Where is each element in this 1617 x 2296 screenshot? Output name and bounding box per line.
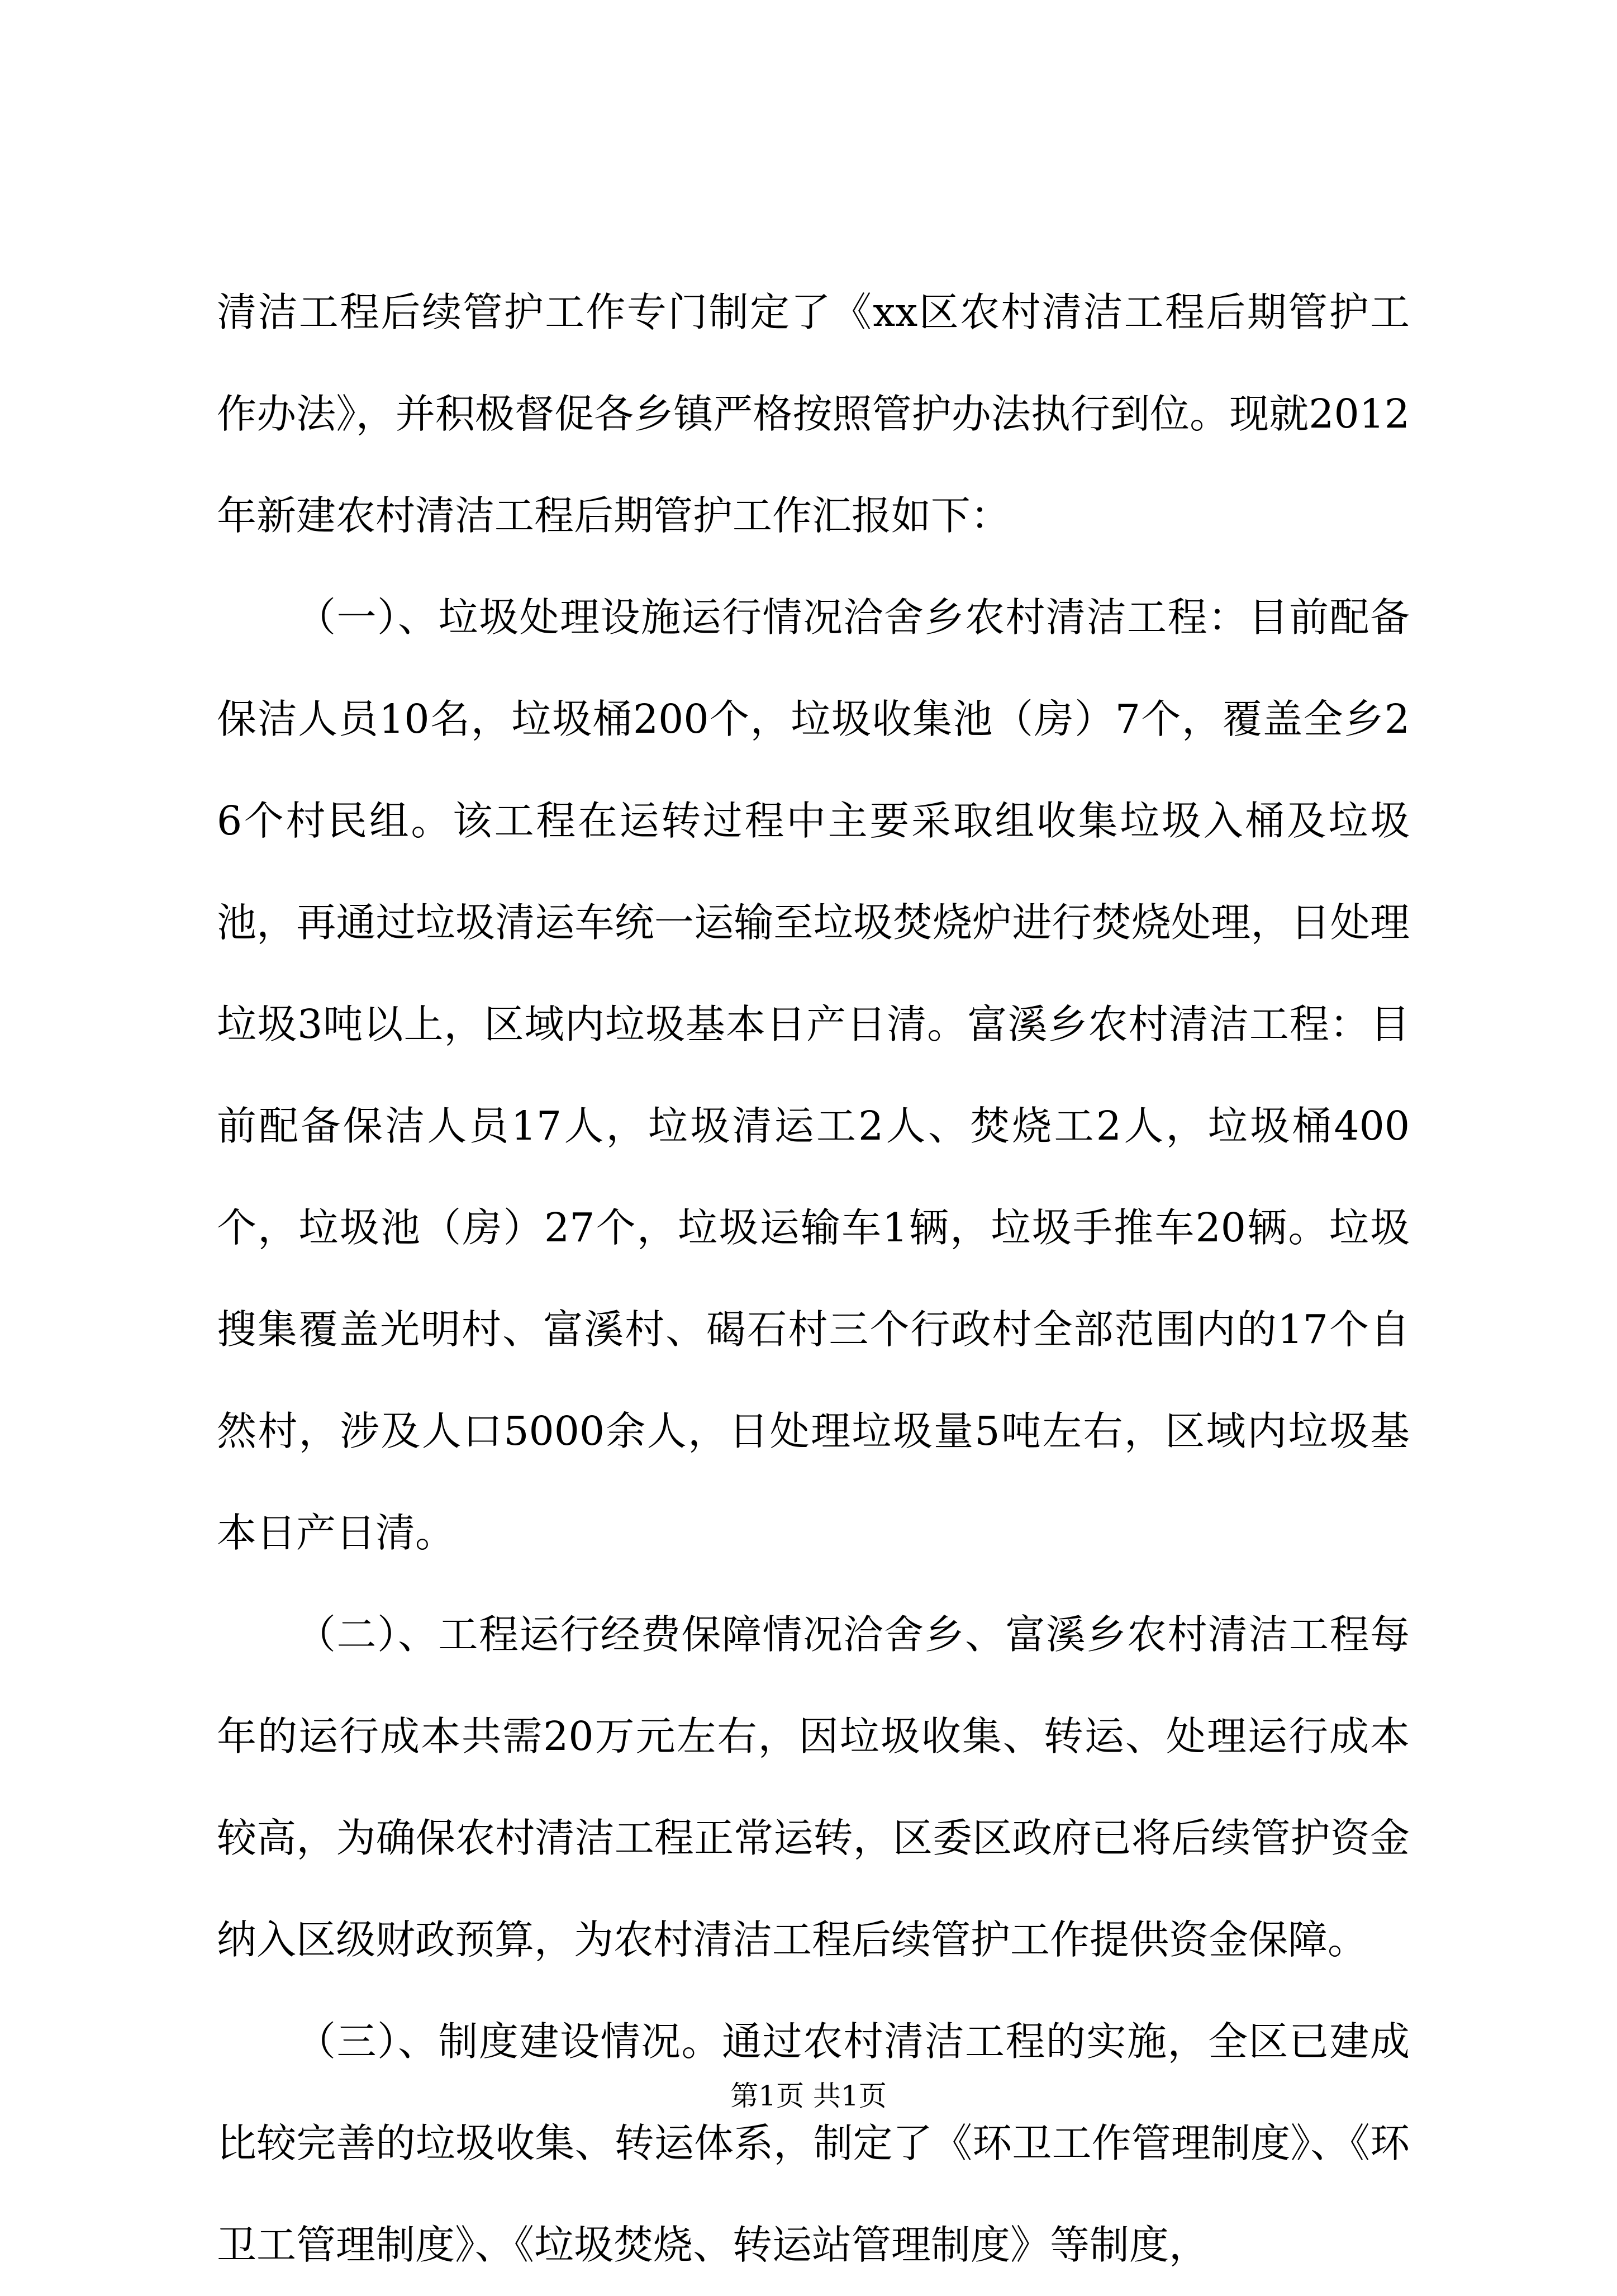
paragraph-section-2: （二）、工程运行经费保障情况洽舍乡、富溪乡农村清洁工程每年的运行成本共需20万元左右，因垃圾收集、转运、处理运行成本较高，为确保农村清洁工程正常运转，区委区政府已将后续管护资金纳入区级财政预算，为农村清洁工程后续管护工作提供资金保障。 <box>217 1611 1410 1963</box>
page-number-label: 第1页 共1页 <box>730 2080 887 2112</box>
page-footer <box>0 2074 1617 2118</box>
paragraph-section-3: （三）、制度建设情况。通过农村清洁工程的实施，全区已建成比较完善的垃圾收集、转运体系，制定了《环卫工作管理制度》、《环卫工管理制度》、《垃圾焚烧、转运站管理制度》等制度， <box>217 2018 1410 2268</box>
paragraph-section-1: （一）、垃圾处理设施运行情况洽舍乡农村清洁工程：目前配备保洁人员10名，垃圾桶200个，垃圾收集池（房）7个，覆盖全乡26个村民组。该工程在运转过程中主要采取组收集垃圾入桶及垃圾池，再通过垃圾清运车统一运输至垃圾焚烧炉进行焚烧处理，日处理垃圾3吨以上，区域内垃圾基本日产日清。富溪乡农村清洁工程：目前配备保洁人员17人，垃圾清运工2人、焚烧工2人，垃圾桶400个，垃圾池（房）27个，垃圾运输车1辆，垃圾手推车20辆。垃圾搜集覆盖光明村、富溪村、碣石村三个行政村全部范围内的17个自然村，涉及人口5000余人，日处理垃圾量5吨左右，区域内垃圾基本日产日清。 <box>217 594 1410 1556</box>
document-body <box>217 262 1410 2296</box>
paragraph-intro: 清洁工程后续管护工作专门制定了《xx区农村清洁工程后期管护工作办法》，并积极督促各乡镇严格按照管护办法执行到位。现就2012年新建农村清洁工程后期管护工作汇报如下： <box>217 289 1410 539</box>
